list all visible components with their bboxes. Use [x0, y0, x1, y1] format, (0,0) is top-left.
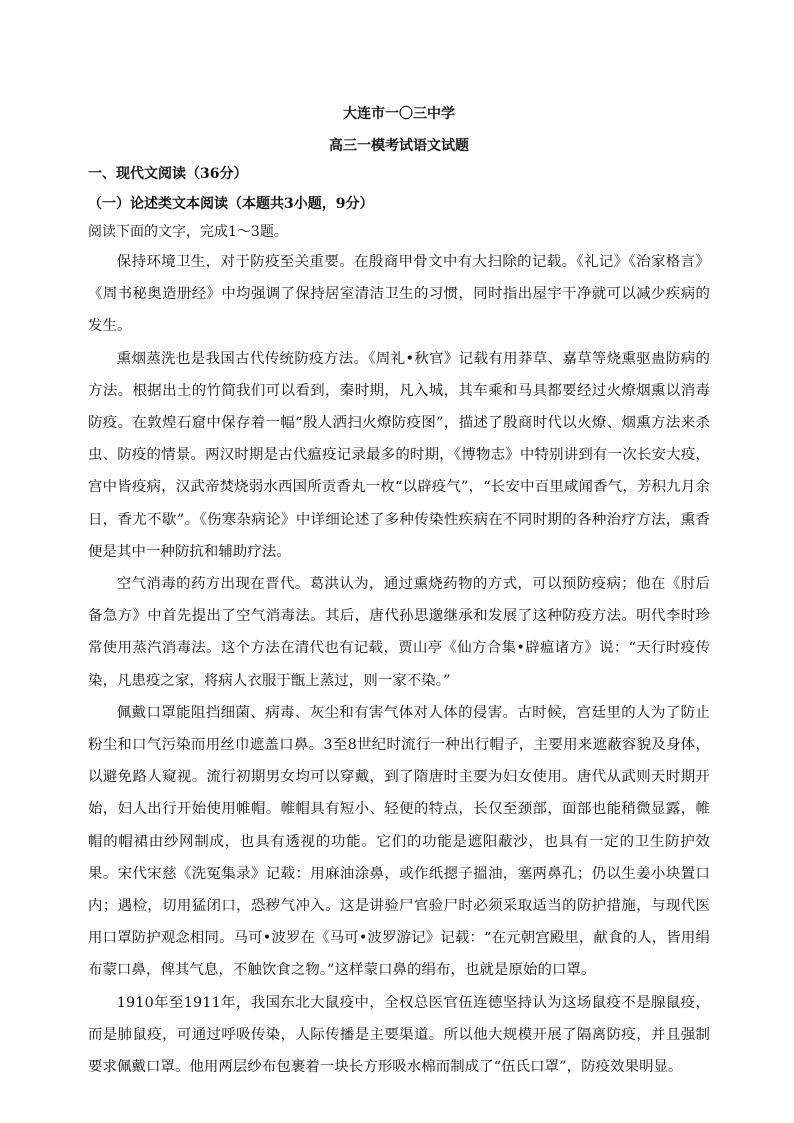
passage-paragraph: 佩戴口罩能阻挡细菌、病毒、灰尘和有害气体对人体的侵害。古时候，宫廷里的人为了防止粉尘和口气污染而用丝巾遮盖口鼻。3至8世纪时流行一种出行帽子，主要用来遮蔽容貌及身体，以避免路人窥视。流行初期男女均可以穿戴，到了隋唐时主要为妇女使用。唐代从武则天时期开始，妇人出行开始使用帷帽。帷帽具有短小、轻便的特点，长仅至颈部，面部也能稍微显露，帷帽的帽裙由纱网制成，也具有透视的功能。它们的功能是遮阳蔽沙，也具有一定的卫生防护效果。宋代宋慈《洗冤集录》记载：用麻油涂鼻，或作纸摁子搵油，塞两鼻孔；仍以生姜小块置口内；遇检，切用猛闭口，恐秽气冲入。这是讲验尸官验尸时必须采取适当的防护措施，与现代医用口罩防护观念相同。马可•波罗在《马可•波罗游记》记载：“在元朝宫殿里，献食的人，皆用绢布蒙口鼻，俾其气息，不触饮食之物。”这样蒙口鼻的绢布，也就是原始的口罩。 — [88, 704, 710, 979]
passage-paragraph: 空气消毒的药方出现在晋代。葛洪认为，通过熏烧药物的方式，可以预防疫病；他在《肘后备急方》中首先提出了空气消毒法。其后，唐代孙思邈继承和发展了这种防疫方法。明代李时珍常使用蒸汽消毒法。这个方法在清代也有记载，贾山亭《仙方合集•辟瘟诸方》说：“天行时疫传染，凡患疫之家，将病人衣服于甑上蒸过，则一家不染。” — [88, 576, 710, 689]
school-name: 大连市一〇三中学 — [343, 106, 455, 122]
exam-title: 高三一模考试语文试题 — [329, 138, 469, 154]
reading-passage — [88, 246, 710, 1083]
document-page — [88, 98, 710, 1083]
passage-paragraph: 1910年至1911年，我国东北大鼠疫中，全权总医官伍连德坚持认为这场鼠疫不是腺鼠疫，而是肺鼠疫，可通过呼吸传染，人际传播是主要渠道。所以他大规模开展了隔离防疫，并且强制要求佩戴口罩。他用两层纱布包裹着一块长方形吸水棉而制成了“伍氏口罩”，防疫效果明显。 — [88, 994, 710, 1076]
subsection-heading: （一）论述类文本阅读（本题共3小题，9分） — [88, 196, 374, 212]
passage-paragraph: 熏烟蒸洗也是我国古代传统防疫方法。《周礼•秋官》记载有用莽草、嘉草等烧熏驱蛊防病的方法。根据出土的竹简我们可以看到，秦时期，凡入城，其车乘和马具都要经过火燎烟熏以消毒防疫。在敦煌石窟中保存着一幅“殷人洒扫火燎防疫图”，描述了殷商时代以火燎、烟熏方法来杀虫、防疫的情景。两汉时期是古代瘟疫记录最多的时期，《博物志》中特别讲到有一次长安大疫，宫中皆疫病，汉武帝焚烧弱水西国所贡香丸一枚“以辟疫气”，“长安中百里咸闻香气，芳积九月余日，香尤不歇”。《伤寒杂病论》中详细论述了多种传染性疾病在不同时期的各种治疗方法，熏香便是其中一种防抗和辅助疗法。 — [88, 350, 710, 560]
section-heading: 一、现代文阅读（36分） — [88, 166, 248, 182]
passage-paragraph: 保持环境卫生，对于防疫至关重要。在殷商甲骨文中有大扫除的记载。《礼记》《治家格言》《周书秘奥造册经》中均强调了保持居室清洁卫生的习惯，同时指出屋宇干净就可以减少疾病的发生。 — [88, 254, 710, 335]
reading-instruction: 阅读下面的文字，完成1～3题。 — [88, 224, 288, 240]
